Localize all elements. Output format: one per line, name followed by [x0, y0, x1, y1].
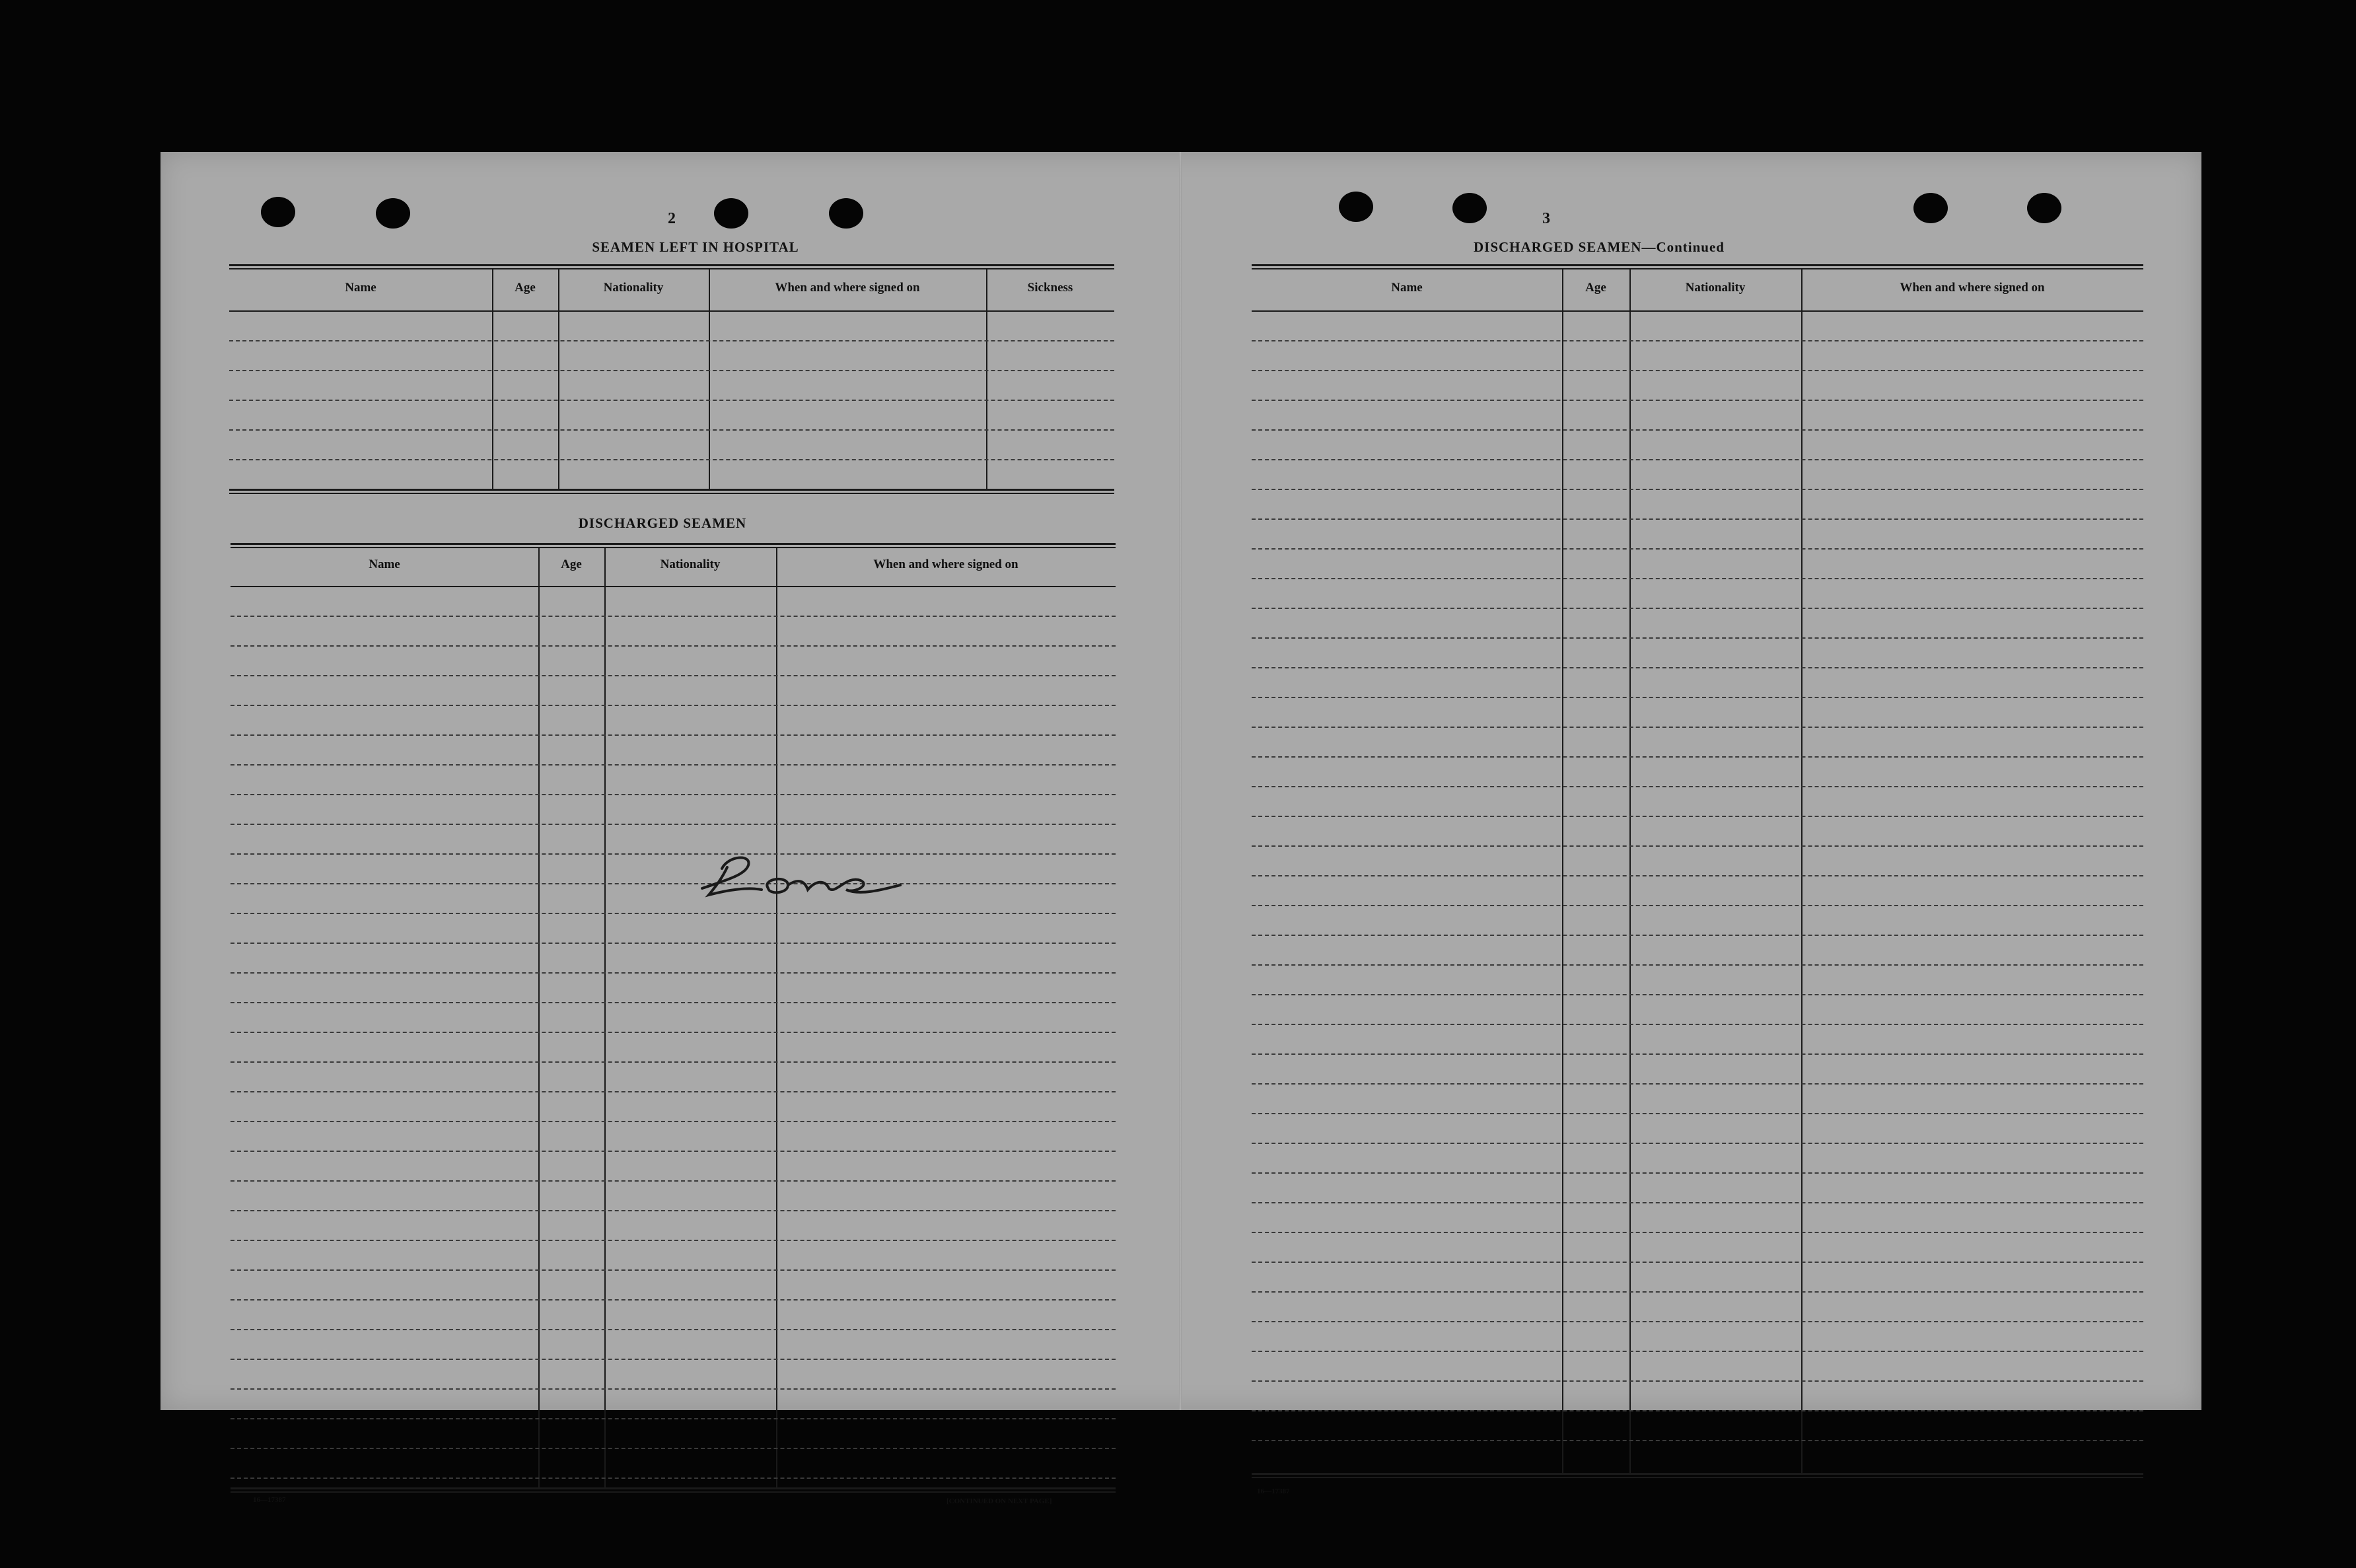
column-header-name: Name	[369, 557, 400, 571]
row-line	[231, 824, 1116, 825]
row-line	[229, 400, 1114, 401]
column-divider	[986, 268, 987, 490]
column-divider	[492, 268, 493, 490]
row-line	[1252, 340, 2143, 341]
row-line	[1252, 905, 2143, 906]
discharged-continued-title: DISCHARGED SEAMEN—Continued	[1474, 239, 1725, 255]
row-line	[231, 1269, 1116, 1271]
manifest-sheet	[161, 152, 2201, 1505]
row-line	[1252, 845, 2143, 847]
row-line	[1252, 637, 2143, 639]
punch-hole	[714, 198, 748, 229]
table-rule	[1252, 264, 2143, 266]
row-line	[231, 1418, 1116, 1419]
row-line	[231, 794, 1116, 795]
column-header-age: Age	[561, 557, 582, 571]
column-header-nationality: Nationality	[603, 281, 664, 295]
row-line	[231, 734, 1116, 736]
punch-hole	[1339, 192, 1373, 222]
row-line	[231, 883, 1116, 884]
column-divider	[1562, 268, 1563, 1474]
row-line	[1252, 1053, 2143, 1055]
table-rule	[1252, 1477, 2143, 1478]
row-line	[1252, 697, 2143, 698]
form-number: 16—17387	[1257, 1487, 1290, 1495]
row-line	[231, 1329, 1116, 1330]
table-rule	[231, 543, 1116, 545]
row-line	[231, 1180, 1116, 1182]
column-header-signed-on: When and where signed on	[1900, 281, 2045, 295]
row-line	[231, 1091, 1116, 1092]
row-line	[1252, 756, 2143, 758]
column-divider	[558, 268, 559, 490]
column-divider	[776, 547, 777, 1489]
column-header-signed-on: When and where signed on	[873, 557, 1018, 571]
table-rule	[231, 547, 1116, 548]
hospital-section-title: SEAMEN LEFT IN HOSPITAL	[592, 239, 799, 255]
row-line	[1252, 548, 2143, 550]
row-line	[231, 913, 1116, 914]
table-rule	[231, 1491, 1116, 1493]
row-line	[1252, 1113, 2143, 1114]
column-header-signed-on: When and where signed on	[775, 281, 920, 295]
column-divider	[709, 268, 710, 490]
column-header-age: Age	[515, 281, 536, 295]
row-line	[1252, 994, 2143, 995]
column-divider	[1629, 268, 1631, 1474]
header-rule	[1252, 310, 2143, 312]
row-line	[231, 1359, 1116, 1360]
row-line	[231, 943, 1116, 944]
punch-hole	[1452, 193, 1487, 223]
discharged-continued-table	[1252, 264, 2143, 1479]
discharged-section-title: DISCHARGED SEAMEN	[578, 515, 747, 531]
punch-hole	[261, 197, 295, 227]
row-line	[229, 429, 1114, 431]
row-line	[231, 764, 1116, 766]
row-line	[231, 675, 1116, 676]
column-header-age: Age	[1585, 281, 1606, 295]
row-line	[231, 1210, 1116, 1211]
punch-hole	[376, 198, 410, 229]
table-rule	[231, 1487, 1116, 1489]
row-line	[1252, 1380, 2143, 1382]
row-line	[1252, 578, 2143, 579]
row-line	[231, 1299, 1116, 1301]
table-rule	[229, 268, 1114, 269]
column-header-nationality: Nationality	[1685, 281, 1746, 295]
table-rule	[229, 493, 1114, 494]
row-line	[231, 1151, 1116, 1152]
table-rule	[1252, 1473, 2143, 1475]
page-fold	[1179, 152, 1182, 1410]
row-line	[231, 1002, 1116, 1003]
column-divider	[538, 547, 540, 1489]
page-number: 2	[668, 210, 676, 227]
column-header-nationality: Nationality	[660, 557, 721, 571]
left-page	[161, 152, 1178, 1505]
row-line	[1252, 1410, 2143, 1411]
row-line	[1252, 1202, 2143, 1203]
punch-hole	[1913, 193, 1948, 223]
row-line	[1252, 1321, 2143, 1322]
row-line	[1252, 1024, 2143, 1025]
row-line	[1252, 667, 2143, 668]
row-line	[1252, 1351, 2143, 1352]
row-line	[1252, 1143, 2143, 1144]
row-line	[231, 1448, 1116, 1449]
column-header-sickness: Sickness	[1027, 281, 1073, 295]
row-line	[231, 853, 1116, 855]
row-line	[229, 459, 1114, 460]
row-line	[231, 705, 1116, 706]
punch-hole	[2027, 193, 2061, 223]
row-line	[1252, 429, 2143, 431]
handwritten-none	[689, 849, 927, 908]
row-line	[229, 370, 1114, 371]
form-number: 16—17387	[253, 1496, 286, 1504]
header-rule	[229, 310, 1114, 312]
right-page	[1183, 152, 2201, 1495]
row-line	[1252, 875, 2143, 876]
table-rule	[229, 264, 1114, 266]
table-rule	[229, 489, 1114, 491]
row-line	[231, 1121, 1116, 1122]
row-line	[1252, 1262, 2143, 1263]
row-line	[1252, 964, 2143, 966]
table-rule	[1252, 268, 2143, 269]
row-line	[1252, 1291, 2143, 1293]
row-line	[231, 616, 1116, 617]
row-line	[231, 1478, 1116, 1479]
row-line	[1252, 400, 2143, 401]
row-line	[231, 1032, 1116, 1033]
row-line	[1252, 518, 2143, 520]
row-line	[1252, 1172, 2143, 1174]
row-line	[1252, 608, 2143, 609]
row-line	[1252, 786, 2143, 787]
row-line	[231, 972, 1116, 974]
column-header-name: Name	[1391, 281, 1423, 295]
row-line	[231, 1061, 1116, 1063]
row-line	[1252, 370, 2143, 371]
row-line	[1252, 1440, 2143, 1441]
column-divider	[604, 547, 606, 1489]
page-number: 3	[1542, 210, 1550, 227]
header-rule	[231, 586, 1116, 587]
punch-hole	[829, 198, 863, 229]
row-line	[1252, 1232, 2143, 1233]
row-line	[231, 1240, 1116, 1241]
discharged-table	[231, 543, 1116, 1494]
row-line	[1252, 816, 2143, 817]
continued-note: [CONTINUED ON NEXT PAGE]	[946, 1497, 1052, 1505]
row-line	[1252, 1083, 2143, 1085]
row-line	[1252, 489, 2143, 490]
hospital-table	[229, 264, 1114, 495]
row-line	[1252, 459, 2143, 460]
row-line	[231, 645, 1116, 647]
row-line	[1252, 727, 2143, 728]
row-line	[231, 1388, 1116, 1390]
row-line	[229, 340, 1114, 341]
column-header-name: Name	[345, 281, 376, 295]
column-divider	[1801, 268, 1803, 1474]
row-line	[1252, 935, 2143, 936]
